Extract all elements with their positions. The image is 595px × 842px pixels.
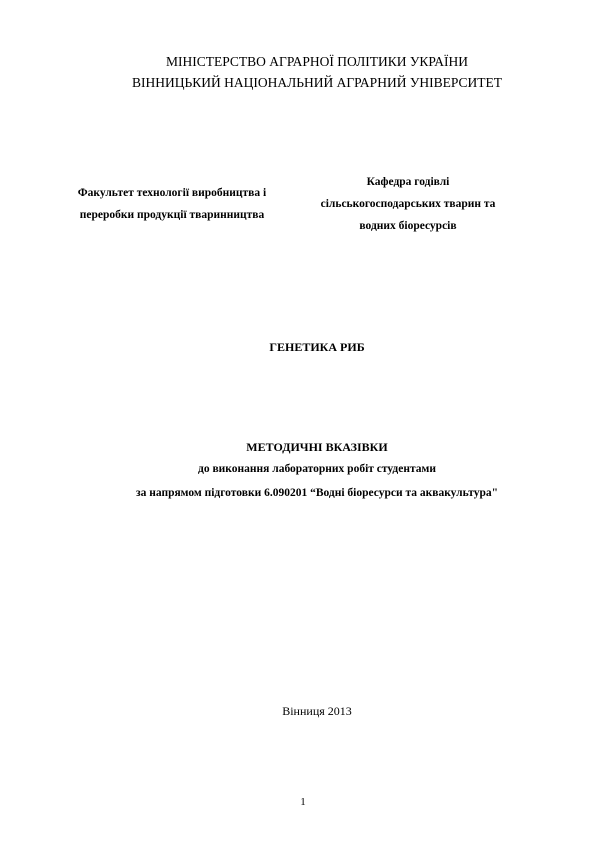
- department-line: сільськогосподарських тварин та: [320, 198, 496, 210]
- ministry-heading: МІНІСТЕРСТВО АГРАРНОЇ ПОЛІТИКИ УКРАЇНИ: [166, 54, 468, 69]
- university-heading: ВІННИЦЬКИЙ НАЦІОНАЛЬНИЙ АГРАРНИЙ УНІВЕРСИТЕТ: [131, 75, 503, 90]
- subject-title: ГЕНЕТИКА РИБ: [269, 340, 365, 354]
- city-year: Вінниця 2013: [282, 704, 352, 718]
- faculty-block: [52, 182, 292, 226]
- department-block: [300, 171, 516, 237]
- document-purpose: до виконання лабораторних робіт студентами: [198, 463, 436, 475]
- page-number: 1: [300, 796, 306, 808]
- document-type-title: МЕТОДИЧНІ ВКАЗІВКИ: [246, 440, 388, 454]
- faculty-line: переробки продукції тваринництва: [79, 209, 265, 221]
- study-direction: за напрямом підготовки 6.090201 “Водні біоресурси та аквакультура": [135, 487, 499, 499]
- faculty-line: Факультет технології виробництва і: [77, 187, 267, 199]
- department-line: Кафедра годівлі: [366, 176, 450, 188]
- department-line: водних біоресурсів: [359, 220, 457, 232]
